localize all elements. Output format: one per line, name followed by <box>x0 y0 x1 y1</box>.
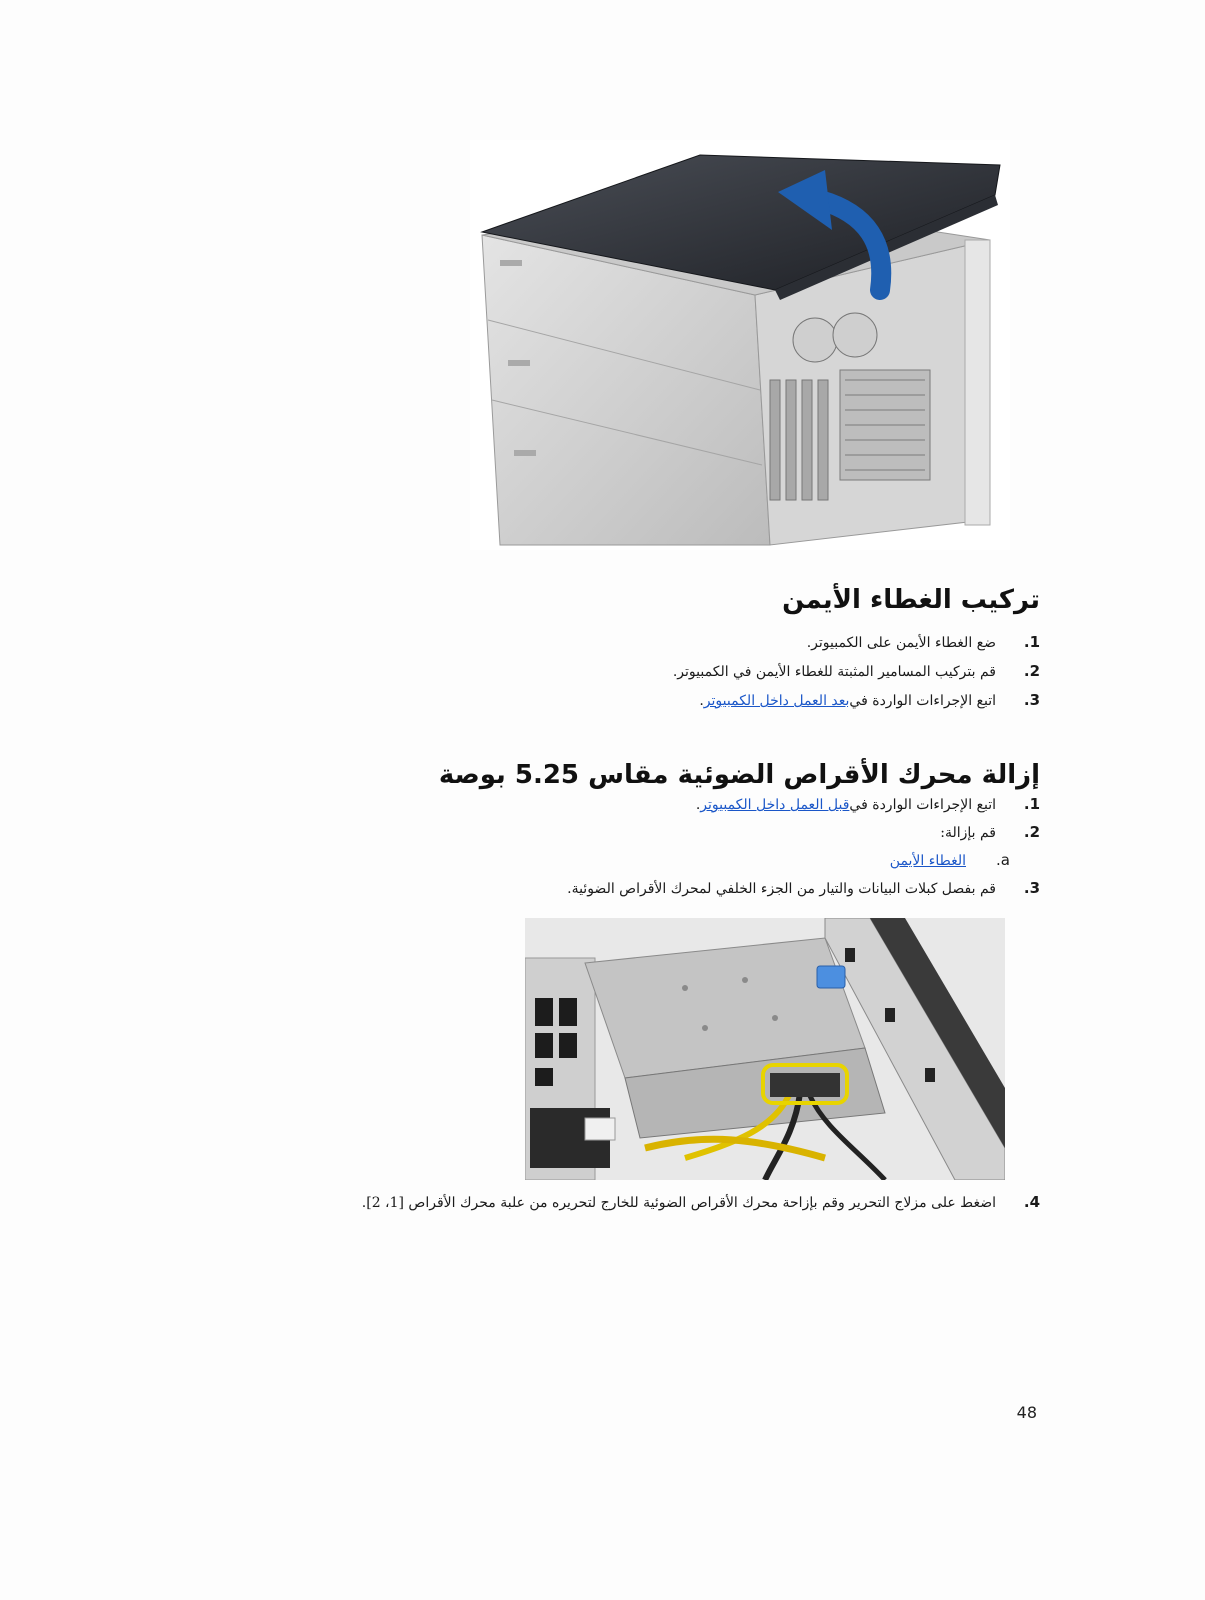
step-number: 3. <box>1023 691 1040 709</box>
section-title-remove: إزالة محرك الأقراص الضوئية مقاس 5.25 بوصة <box>438 760 1040 790</box>
step-text: قم بتركيب المسامير المثبتة للغطاء الأيمن في الكمبيوتر. <box>672 664 996 680</box>
step-end: . <box>695 797 701 813</box>
optical-drive-illustration <box>525 918 1005 1180</box>
step-text: ضع الغطاء الأيمن على الكمبيوتر. <box>806 635 996 651</box>
after-working-link[interactable]: بعد العمل داخل الكمبيوتر <box>703 693 850 709</box>
install-step-2 <box>673 662 1040 680</box>
figure-optical-drive <box>525 918 1005 1180</box>
step-number: 1. <box>1023 795 1040 813</box>
right-cover-link[interactable]: الغطاء الأيمن <box>889 853 966 869</box>
remove-step-2 <box>940 823 1040 841</box>
step-text: اضغط على مزلاج التحرير وقم بإزاحة محرك الأقراص الضوئية للخارج لتحريره من علبة محرك الأقراص [1، 2]. <box>361 1195 996 1211</box>
section-title-install: تركيب الغطاء الأيمن <box>782 585 1040 615</box>
figure-install-cover <box>470 140 1010 550</box>
remove-step-1 <box>696 795 1040 813</box>
remove-step-2a <box>890 851 1010 869</box>
page-number: 48 <box>1016 1403 1037 1422</box>
step-text: اتبع الإجراءات الواردة في <box>849 797 996 813</box>
step-end: . <box>699 693 704 709</box>
step-number: 4. <box>1023 1193 1040 1211</box>
chassis-cover-illustration <box>470 140 1010 550</box>
step-text: اتبع الإجراءات الواردة في <box>849 693 996 709</box>
step-letter: a. <box>996 851 1010 869</box>
step-number: 2. <box>1023 662 1040 680</box>
install-step-1 <box>807 633 1040 651</box>
install-step-3 <box>699 691 1040 709</box>
step-text: قم بإزالة: <box>940 825 996 841</box>
step-text: قم بفصل كبلات البيانات والتيار من الجزء الخلفي لمحرك الأقراص الضوئية. <box>567 881 996 897</box>
step-number: 1. <box>1023 633 1040 651</box>
step-number: 2. <box>1023 823 1040 841</box>
before-working-link[interactable]: قبل العمل داخل الكمبيوتر <box>700 797 850 813</box>
remove-step-4 <box>362 1193 1040 1211</box>
step-number: 3. <box>1023 879 1040 897</box>
remove-step-3 <box>567 879 1040 897</box>
